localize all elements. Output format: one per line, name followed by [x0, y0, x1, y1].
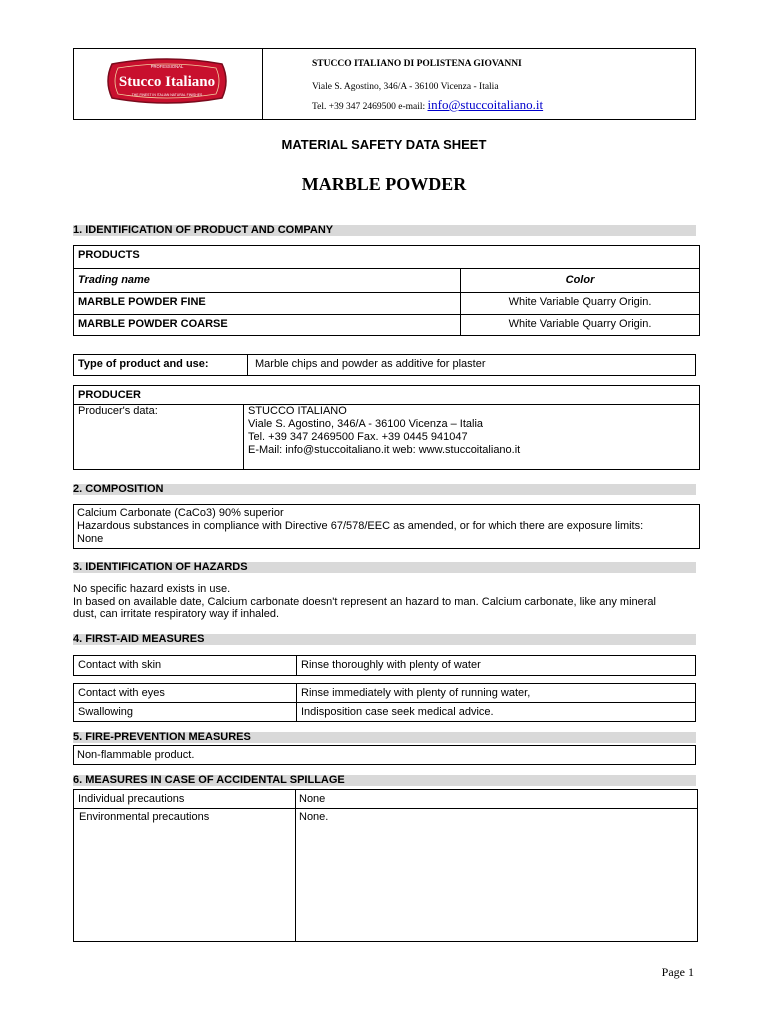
- document-title: MATERIAL SAFETY DATA SHEET: [281, 137, 487, 152]
- producer-label: Producer's data:: [78, 405, 158, 417]
- individual-precautions-label: Individual precautions: [78, 793, 185, 805]
- eyes-label: Contact with eyes: [78, 687, 165, 699]
- hazard-line-1: No specific hazard exists in use.: [73, 583, 231, 595]
- company-name: STUCCO ITALIANO DI POLISTENA GIOVANNI: [312, 59, 522, 69]
- section-4-heading: 4. FIRST-AID MEASURES: [73, 634, 696, 645]
- producer-heading: PRODUCER: [78, 389, 141, 401]
- stucco-italiano-logo: [104, 56, 230, 106]
- composition-line-1: Calcium Carbonate (CaCo3) 90% superior: [77, 507, 284, 519]
- company-email-link[interactable]: info@stuccoitaliano.it: [427, 97, 544, 112]
- letterhead: [73, 48, 696, 120]
- type-label: Type of product and use:: [78, 358, 209, 370]
- composition-line-2: Hazardous substances in compliance with Directive 67/578/EEC as amended, or for which there are exposure limits:: [77, 520, 644, 532]
- environmental-precautions-label: Environmental precautions: [79, 811, 210, 823]
- company-tel: Tel. +39 347 2469500 e-mail:: [312, 102, 426, 112]
- skin-value: Rinse thoroughly with plenty of water: [301, 659, 481, 671]
- page-number: Page 1: [661, 965, 694, 979]
- section-6-heading: 6. MEASURES IN CASE OF ACCIDENTAL SPILLAGE: [73, 775, 696, 786]
- section-1-heading: 1. IDENTIFICATION OF PRODUCT AND COMPANY: [73, 225, 696, 236]
- letterhead-divider: [262, 49, 263, 119]
- svg-text:PROFESSIONAL: PROFESSIONAL: [150, 64, 184, 69]
- individual-precautions-value: None: [299, 793, 326, 805]
- environmental-precautions-value: None.: [299, 811, 329, 823]
- section-3-heading: 3. IDENTIFICATION OF HAZARDS: [73, 562, 696, 573]
- composition-line-3: None: [77, 533, 104, 545]
- eyes-value: Rinse immediately with plenty of running water,: [301, 687, 531, 699]
- svg-text:Stucco Italiano: Stucco Italiano: [118, 74, 216, 90]
- producer-line-2: Viale S. Agostino, 346/A - 36100 Vicenza – Italia: [248, 418, 484, 430]
- producer-box: [73, 385, 700, 470]
- svg-text:THE FINEST IN ITALIAN NATURAL: THE FINEST IN ITALIAN NATURAL FINISHES: [131, 93, 203, 97]
- section-5-heading: 5. FIRE-PREVENTION MEASURES: [73, 732, 696, 743]
- fire-prevention-value: Non-flammable product.: [77, 749, 195, 761]
- producer-line-3: Tel. +39 347 2469500 Fax. +39 0445 941047: [248, 431, 468, 443]
- product-color-fine: White Variable Quarry Origin.: [508, 296, 652, 308]
- product-title: MARBLE POWDER: [301, 174, 467, 194]
- company-address: Viale S. Agostino, 346/A - 36100 Vicenza - Italia: [312, 82, 499, 92]
- product-color-coarse: White Variable Quarry Origin.: [508, 318, 652, 330]
- swallow-label: Swallowing: [78, 706, 134, 718]
- trading-name-header: Trading name: [78, 274, 150, 286]
- first-aid-eyes-swallow-table: [73, 683, 696, 722]
- product-name-coarse: MARBLE POWDER COARSE: [78, 318, 228, 330]
- swallow-value: Indisposition case seek medical advice.: [301, 706, 494, 718]
- composition-box: [73, 504, 700, 549]
- product-name-fine: MARBLE POWDER FINE: [78, 296, 206, 308]
- products-header: PRODUCTS: [78, 249, 140, 261]
- section-2-heading: 2. COMPOSITION: [73, 484, 696, 495]
- hazard-line-3: dust, can irritate respiratory way if inhaled.: [73, 608, 280, 620]
- products-table: [73, 245, 700, 336]
- skin-label: Contact with skin: [78, 659, 162, 671]
- company-contact: [312, 97, 543, 113]
- producer-line-1: STUCCO ITALIANO: [248, 405, 347, 417]
- type-of-product-row: [73, 354, 696, 376]
- first-aid-skin-row: [73, 655, 696, 676]
- fire-prevention-box: [73, 745, 696, 765]
- spillage-table: [73, 789, 698, 942]
- producer-line-4: E-Mail: info@stuccoitaliano.it web: www.stuccoitaliano.it: [248, 444, 521, 456]
- type-value: Marble chips and powder as additive for plaster: [255, 358, 486, 370]
- hazard-line-2: In based on available date, Calcium carbonate doesn't represent an hazard to man. Calcium carbonate, like any mineral: [73, 596, 656, 608]
- color-header: Color: [565, 274, 595, 286]
